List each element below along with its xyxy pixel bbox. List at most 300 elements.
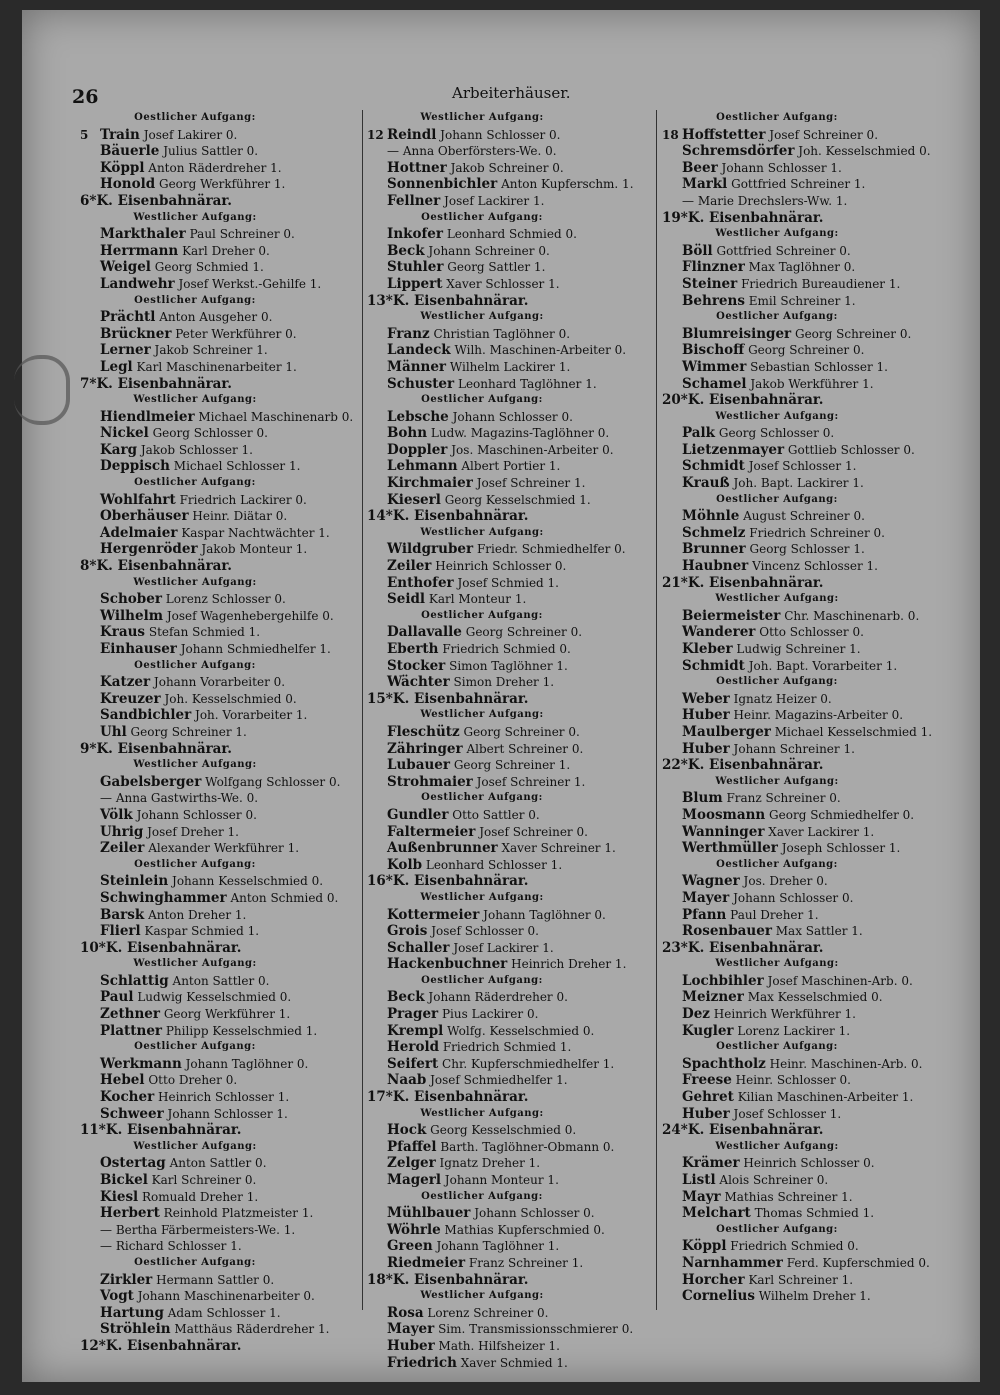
resident-details: Georg Schreiner 1. <box>453 758 571 773</box>
resident-details: Johann Taglöhner 1. <box>436 1239 560 1254</box>
resident-entry <box>662 376 962 393</box>
resident-details: Georg Schlosser 0. <box>718 426 835 441</box>
resident-details: Simon Taglöhner 1. <box>449 658 568 673</box>
resident-details: Josef Lackirer 1. <box>444 193 545 208</box>
resident-details: Paul Schreiner 0. <box>189 227 295 242</box>
resident-entry <box>662 1072 962 1089</box>
resident-details: Franz Schreiner 1. <box>468 1255 584 1270</box>
resident-entry <box>80 608 380 625</box>
resident-details: Joh. Kesselschmied 0. <box>798 144 931 159</box>
resident-surname: Prager <box>387 1006 439 1023</box>
resident-surname: Nickel <box>100 425 149 442</box>
resident-entry <box>80 674 380 691</box>
resident-entry <box>367 143 667 160</box>
resident-surname: Wächter <box>387 674 450 691</box>
resident-details: Friedrich Schmied 1. <box>442 1040 572 1055</box>
resident-surname: Krempl <box>387 1022 444 1039</box>
resident-details: Alois Schreiner 0. <box>719 1173 829 1187</box>
resident-details: Kaspar Nachtwächter 1. <box>181 525 330 540</box>
resident-surname: Sonnenbichler <box>387 176 498 193</box>
resident-details: Stefan Schmied 1. <box>148 625 261 640</box>
resident-details: Joh. Bapt. Lackirer 1. <box>733 476 864 491</box>
resident-entry <box>367 591 667 608</box>
resident-surname: Lebsche <box>387 408 449 425</box>
resident-entry <box>662 1189 962 1206</box>
resident-details: Johann Schreiner 0. <box>428 243 550 258</box>
resident-details: Max Taglöhner 0. <box>748 260 856 275</box>
resident-entry <box>80 160 380 177</box>
resident-details: Friedrich Schmied 0. <box>730 1239 859 1254</box>
resident-entry <box>367 857 667 874</box>
resident-surname: Seidl <box>387 591 426 608</box>
resident-surname: Listl <box>682 1172 716 1188</box>
resident-details: Kaspar Schmied 1. <box>144 924 260 939</box>
resident-surname: Wildgruber <box>387 541 474 558</box>
resident-entry <box>80 1321 380 1338</box>
staircase-subhead: Oestlicher Aufgang: <box>421 211 543 223</box>
resident-entry <box>367 193 667 210</box>
resident-entry <box>80 226 380 243</box>
resident-details: — Anna Oberförsters-We. 0. <box>387 144 557 159</box>
resident-entry <box>80 1006 380 1023</box>
resident-entry <box>367 1039 667 1056</box>
resident-surname: Schuster <box>387 375 455 392</box>
resident-details: Otto Sattler 0. <box>452 807 540 822</box>
resident-surname: Bohn <box>387 425 428 442</box>
resident-surname: Gabelsberger <box>100 773 202 790</box>
resident-entry <box>80 707 380 724</box>
building-heading: 17*K. Eisenbahnärar. <box>367 1089 529 1106</box>
staircase-subhead: Oestlicher Aufgang: <box>421 974 543 986</box>
resident-surname: Landeck <box>387 342 451 359</box>
resident-entry <box>367 127 667 144</box>
resident-surname: Lietzenmayer <box>682 441 785 458</box>
resident-details: Karl Schreiner 0. <box>151 1173 257 1187</box>
resident-surname: Beck <box>387 242 425 259</box>
resident-details: Johann Taglöhner 0. <box>185 1056 309 1071</box>
staircase-subhead: Westlicher Aufgang: <box>133 394 257 406</box>
resident-surname: Hottner <box>387 159 447 176</box>
resident-surname: Markl <box>682 176 728 193</box>
resident-details: Heinrich Schlosser 0. <box>743 1156 875 1171</box>
resident-entry <box>662 442 962 459</box>
resident-entry <box>80 176 380 193</box>
resident-surname: Weigel <box>100 259 151 276</box>
staircase-subhead: Westlicher Aufgang: <box>420 311 544 323</box>
resident-entry <box>367 1056 667 1073</box>
resident-details: Leonhard Taglöhner 1. <box>457 376 597 391</box>
resident-details: Reinhold Platzmeister 1. <box>163 1206 314 1221</box>
resident-details: Lorenz Schreiner 0. <box>427 1305 549 1320</box>
page-number: 26 <box>72 86 99 108</box>
resident-details: Ferd. Kupferschmied 0. <box>786 1255 930 1270</box>
staircase-subhead: Oestlicher Aufgang: <box>134 1041 256 1053</box>
resident-surname: Stuhler <box>387 259 444 276</box>
resident-surname: Prächtl <box>100 309 156 326</box>
resident-details: Emil Schreiner 1. <box>748 293 856 308</box>
staircase-subhead: Oestlicher Aufgang: <box>134 112 256 123</box>
resident-surname: Huber <box>387 1337 435 1354</box>
resident-entry <box>662 160 962 177</box>
resident-entry <box>662 176 962 193</box>
resident-surname: Blum <box>682 790 723 807</box>
resident-entry <box>662 624 962 641</box>
resident-entry <box>662 508 962 525</box>
resident-surname: Kiesl <box>100 1188 139 1205</box>
resident-entry <box>662 359 962 376</box>
resident-entry <box>80 724 380 741</box>
building-heading: 14*K. Eisenbahnärar. <box>367 508 529 525</box>
resident-surname: Brückner <box>100 325 172 342</box>
resident-surname: Deppisch <box>100 458 170 475</box>
binder-clip <box>14 355 70 425</box>
resident-surname: Kleber <box>682 641 733 657</box>
resident-surname: Friedrich <box>387 1354 457 1371</box>
resident-details: Johann Schlosser 0. <box>474 1206 595 1221</box>
resident-details: Jakob Monteur 1. <box>201 542 308 557</box>
staircase-subhead: Oestlicher Aufgang: <box>716 311 838 323</box>
resident-surname: Werthmüller <box>682 840 778 857</box>
resident-details: Albert Portier 1. <box>461 459 561 474</box>
resident-surname: Moosmann <box>682 806 766 823</box>
resident-entry <box>662 608 962 625</box>
resident-surname: Sandbichler <box>100 707 192 724</box>
resident-surname: Wöhrle <box>387 1221 441 1238</box>
building-heading: 7*K. Eisenbahnärar. <box>80 375 233 392</box>
resident-details: Math. Hilfsheizer 1. <box>438 1338 560 1353</box>
resident-entry <box>367 1305 667 1322</box>
building-heading: 6*K. Eisenbahnärar. <box>80 192 233 209</box>
resident-entry <box>662 1288 962 1305</box>
resident-surname: Blumreisinger <box>682 325 792 342</box>
resident-entry <box>80 1205 380 1222</box>
resident-entry <box>367 442 667 459</box>
resident-details: Georg Schmiedhelfer 0. <box>769 807 915 822</box>
resident-entry <box>662 658 962 675</box>
resident-details: Romuald Dreher 1. <box>142 1189 259 1204</box>
resident-entry <box>367 658 667 675</box>
resident-entry <box>80 359 380 376</box>
resident-entry <box>80 425 380 442</box>
building-heading: 15*K. Eisenbahnärar. <box>367 690 529 707</box>
resident-surname: Kottermeier <box>387 906 480 923</box>
resident-surname: Doppler <box>387 441 448 458</box>
resident-entry <box>80 923 380 940</box>
resident-surname: Palk <box>682 425 716 442</box>
resident-details: Georg Schlosser 1. <box>749 542 865 557</box>
resident-details: Georg Sattler 1. <box>447 260 546 275</box>
resident-surname: Männer <box>387 358 447 375</box>
resident-entry <box>367 907 667 924</box>
staircase-subhead: Westlicher Aufgang: <box>420 891 544 903</box>
resident-details: Xaver Schlosser 1. <box>446 276 560 291</box>
resident-details: Georg Schreiner 0. <box>463 724 580 739</box>
staircase-subhead: Oestlicher Aufgang: <box>134 858 256 870</box>
resident-details: Karl Dreher 0. <box>182 243 270 258</box>
staircase-subhead: Westlicher Aufgang: <box>133 576 257 588</box>
resident-entry <box>80 989 380 1006</box>
resident-details: Georg Werkführer 1. <box>158 177 286 192</box>
resident-details: Joh. Vorarbeiter 1. <box>195 708 308 723</box>
column-2 <box>367 110 667 1371</box>
resident-entry <box>367 1006 667 1023</box>
resident-entry <box>80 973 380 990</box>
resident-details: Heinr. Diätar 0. <box>192 509 288 524</box>
resident-surname: Herold <box>387 1039 440 1056</box>
resident-details: Wilh. Maschinen-Arbeiter 0. <box>454 343 627 358</box>
resident-details: Jakob Schreiner 0. <box>450 160 564 175</box>
building-heading: 12*K. Eisenbahnärar. <box>80 1337 242 1354</box>
resident-details: Josef Schlosser 1. <box>748 459 857 474</box>
resident-surname: Schober <box>100 591 162 608</box>
resident-surname: Beer <box>682 159 718 176</box>
resident-surname: Köppl <box>100 159 145 176</box>
staircase-subhead: Oestlicher Aufgang: <box>716 676 838 688</box>
resident-details: Georg Schmied 1. <box>154 260 264 275</box>
resident-surname: Green <box>387 1238 433 1255</box>
resident-surname: Hackenbuchner <box>387 956 508 973</box>
resident-surname: Steinlein <box>100 873 169 890</box>
resident-surname: Köppl <box>682 1238 727 1255</box>
resident-surname: Bickel <box>100 1172 148 1188</box>
resident-entry <box>80 492 380 509</box>
resident-surname: Schmidt <box>682 458 745 475</box>
resident-entry <box>367 741 667 758</box>
resident-details: Friedrich Lackirer 0. <box>179 492 307 507</box>
staircase-subhead: Westlicher Aufgang: <box>715 958 839 970</box>
building-heading: 10*K. Eisenbahnärar. <box>80 939 242 956</box>
resident-entry <box>662 425 962 442</box>
building-heading: 24*K. Eisenbahnärar. <box>662 1122 824 1139</box>
resident-details: Kilian Maschinen-Arbeiter 1. <box>737 1090 914 1105</box>
resident-details: Vincenz Schlosser 1. <box>752 559 878 574</box>
resident-surname: Bäuerle <box>100 143 160 160</box>
resident-surname: Zeiler <box>387 558 432 575</box>
resident-entry <box>80 624 380 641</box>
resident-details: Georg Schreiner 1. <box>130 724 247 739</box>
resident-details: Heinrich Dreher 1. <box>511 957 627 972</box>
resident-details: Karl Maschinenarbeiter 1. <box>136 359 297 374</box>
resident-entry <box>662 1272 962 1289</box>
resident-details: Adam Schlosser 1. <box>167 1305 281 1320</box>
resident-entry <box>367 674 667 691</box>
resident-entry <box>80 541 380 558</box>
running-head: Arbeiterhäuser. <box>452 84 571 102</box>
resident-surname: Beck <box>387 989 425 1006</box>
staircase-subhead: Oestlicher Aufgang: <box>716 493 838 505</box>
resident-entry <box>80 442 380 459</box>
resident-entry <box>367 541 667 558</box>
resident-details: Johann Taglöhner 0. <box>483 907 606 922</box>
resident-details: Leonhard Schmied 0. <box>446 227 577 242</box>
resident-surname: Stocker <box>387 657 446 674</box>
building-heading: 11*K. Eisenbahnärar. <box>80 1122 242 1139</box>
resident-surname: Uhl <box>100 723 127 740</box>
resident-entry <box>367 160 667 177</box>
resident-details: Mathias Schreiner 1. <box>724 1189 853 1204</box>
resident-details: Georg Schlosser 0. <box>152 426 268 441</box>
resident-details: Wolfg. Kesselschmied 0. <box>447 1023 595 1038</box>
resident-surname: Behrens <box>682 292 745 309</box>
staircase-subhead: Oestlicher Aufgang: <box>134 477 256 489</box>
resident-surname: Plattner <box>100 1022 163 1039</box>
resident-surname: Beiermeister <box>682 607 781 624</box>
resident-surname: Herrmann <box>100 242 179 259</box>
resident-details: Heinr. Magazins-Arbeiter 0. <box>733 708 904 723</box>
resident-surname: Lippert <box>387 275 443 292</box>
resident-details: Ignatz Heizer 0. <box>733 691 832 706</box>
resident-surname: Wanderer <box>682 624 756 641</box>
resident-surname: Enthofer <box>387 574 454 591</box>
resident-details: Karl Schreiner 1. <box>748 1272 854 1287</box>
resident-surname: Gundler <box>387 806 449 823</box>
resident-entry <box>662 259 962 276</box>
resident-details: Anton Sattler 0. <box>169 1156 267 1171</box>
resident-details: Xaver Schmied 1. <box>460 1355 568 1370</box>
resident-entry <box>662 541 962 558</box>
resident-details: — Bertha Färbermeisters-We. 1. <box>100 1222 296 1237</box>
resident-entry <box>662 1205 962 1222</box>
resident-surname: Huber <box>682 707 730 724</box>
resident-surname: Cornelius <box>682 1288 755 1305</box>
resident-entry <box>367 243 667 260</box>
resident-entry <box>367 276 667 293</box>
resident-surname: Mayr <box>682 1188 721 1205</box>
resident-details: Anton Sattler 0. <box>172 973 270 988</box>
staircase-subhead: Oestlicher Aufgang: <box>716 1223 838 1235</box>
resident-details: Michael Schlosser 1. <box>173 459 301 474</box>
resident-entry <box>367 425 667 442</box>
resident-entry <box>367 1321 667 1338</box>
resident-details: Wolfgang Schlosser 0. <box>205 774 341 789</box>
building-heading: 9*K. Eisenbahnärar. <box>80 740 233 757</box>
resident-surname: Mayer <box>387 1321 435 1338</box>
resident-entry <box>367 1139 667 1156</box>
resident-surname: Böll <box>682 242 713 259</box>
resident-surname: Hock <box>387 1122 427 1139</box>
resident-details: Johann Maschinenarbeiter 0. <box>137 1289 315 1304</box>
resident-entry <box>367 558 667 575</box>
resident-entry <box>367 824 667 841</box>
resident-details: Jos. Maschinen-Arbeiter 0. <box>451 442 614 457</box>
resident-details: Josef Dreher 1. <box>147 824 239 839</box>
resident-details: Xaver Lackirer 1. <box>768 824 875 839</box>
resident-surname: Schweer <box>100 1105 164 1122</box>
resident-details: Lorenz Schlosser 0. <box>165 592 286 607</box>
resident-entry <box>80 458 380 475</box>
staircase-subhead: Westlicher Aufgang: <box>420 1107 544 1119</box>
resident-surname: Krauß <box>682 475 730 492</box>
resident-details: Ludwig Kesselschmied 0. <box>137 990 292 1005</box>
resident-entry <box>80 309 380 326</box>
resident-surname: Strohmaier <box>387 773 473 790</box>
resident-entry <box>662 989 962 1006</box>
resident-details: Heinr. Maschinen-Arb. 0. <box>769 1056 923 1071</box>
building-heading: 8*K. Eisenbahnärar. <box>80 558 233 575</box>
resident-surname: Flinzner <box>682 259 745 276</box>
building-heading: 22*K. Eisenbahnärar. <box>662 757 824 774</box>
resident-details: Friedrich Bureaudiener 1. <box>741 276 901 291</box>
resident-surname: Schmelz <box>682 524 746 541</box>
resident-surname: Flierl <box>100 923 141 940</box>
resident-surname: Außenbrunner <box>387 840 498 857</box>
resident-details: Barth. Taglöhner-Obmann 0. <box>440 1139 615 1154</box>
resident-details: Xaver Schreiner 1. <box>501 841 616 856</box>
resident-surname: Brunner <box>682 541 746 558</box>
resident-details: Josef Schlosser 1. <box>733 1106 842 1121</box>
resident-surname: Karg <box>100 441 138 458</box>
resident-surname: Naab <box>387 1072 427 1089</box>
resident-surname: Weber <box>682 690 730 707</box>
resident-entry <box>80 342 380 359</box>
resident-entry <box>367 409 667 426</box>
resident-details: Otto Schlosser 0. <box>759 625 864 640</box>
resident-entry <box>662 840 962 857</box>
resident-surname: Faltermeier <box>387 823 476 840</box>
resident-entry <box>662 807 962 824</box>
resident-surname: Steiner <box>682 275 738 292</box>
resident-details: Gottlieb Schlosser 0. <box>787 442 915 457</box>
resident-surname: Lerner <box>100 342 151 359</box>
resident-details: Karl Monteur 1. <box>428 592 527 607</box>
resident-entry <box>367 1355 667 1372</box>
resident-surname: Meizner <box>682 989 744 1006</box>
resident-details: Sebastian Schlosser 1. <box>750 359 888 374</box>
staircase-subhead: Westlicher Aufgang: <box>133 211 257 223</box>
document-page <box>22 10 980 1382</box>
resident-details: Friedrich Schmied 0. <box>442 642 571 656</box>
resident-surname: Markthaler <box>100 226 186 243</box>
resident-details: Georg Schreiner 0. <box>748 343 865 358</box>
column-1 <box>80 110 380 1355</box>
resident-details: Albert Schreiner 0. <box>466 741 584 756</box>
resident-entry <box>80 1023 380 1040</box>
staircase-subhead: Westlicher Aufgang: <box>420 709 544 721</box>
resident-details: Chr. Maschinenarb. 0. <box>784 608 920 623</box>
resident-surname: Mühlbauer <box>387 1205 471 1222</box>
resident-details: Heinrich Schlosser 1. <box>158 1090 290 1105</box>
resident-entry <box>367 475 667 492</box>
resident-entry <box>80 508 380 525</box>
resident-entry <box>662 724 962 741</box>
resident-surname: Zeiler <box>100 840 145 857</box>
building-heading: 19*K. Eisenbahnärar. <box>662 209 824 226</box>
resident-details: Heinr. Schlosser 0. <box>735 1073 851 1088</box>
resident-surname: Haubner <box>682 558 749 575</box>
building-heading: 16*K. Eisenbahnärar. <box>367 873 529 890</box>
resident-entry <box>80 641 380 658</box>
resident-details: Josef Schreiner 0. <box>479 824 588 839</box>
resident-details: Joh. Kesselschmied 0. <box>164 691 297 706</box>
resident-entry <box>367 1122 667 1139</box>
resident-surname: Kirchmaier <box>387 475 473 492</box>
staircase-subhead: Oestlicher Aufgang: <box>716 1041 838 1053</box>
resident-details: Thomas Schmied 1. <box>754 1206 875 1221</box>
resident-details: Jakob Schreiner 1. <box>154 343 268 358</box>
resident-surname: Schlattig <box>100 972 169 989</box>
resident-entry <box>662 1172 962 1189</box>
resident-surname: Magerl <box>387 1172 441 1188</box>
staircase-subhead: Oestlicher Aufgang: <box>716 112 838 123</box>
resident-entry <box>80 1305 380 1322</box>
resident-entry <box>662 276 962 293</box>
resident-details: Josef Schmiedhelfer 1. <box>430 1073 568 1088</box>
resident-entry <box>80 1189 380 1206</box>
resident-surname: Freese <box>682 1072 732 1089</box>
resident-entry <box>367 724 667 741</box>
resident-surname: Legl <box>100 358 133 375</box>
resident-details: Jakob Werkführer 1. <box>750 376 874 391</box>
